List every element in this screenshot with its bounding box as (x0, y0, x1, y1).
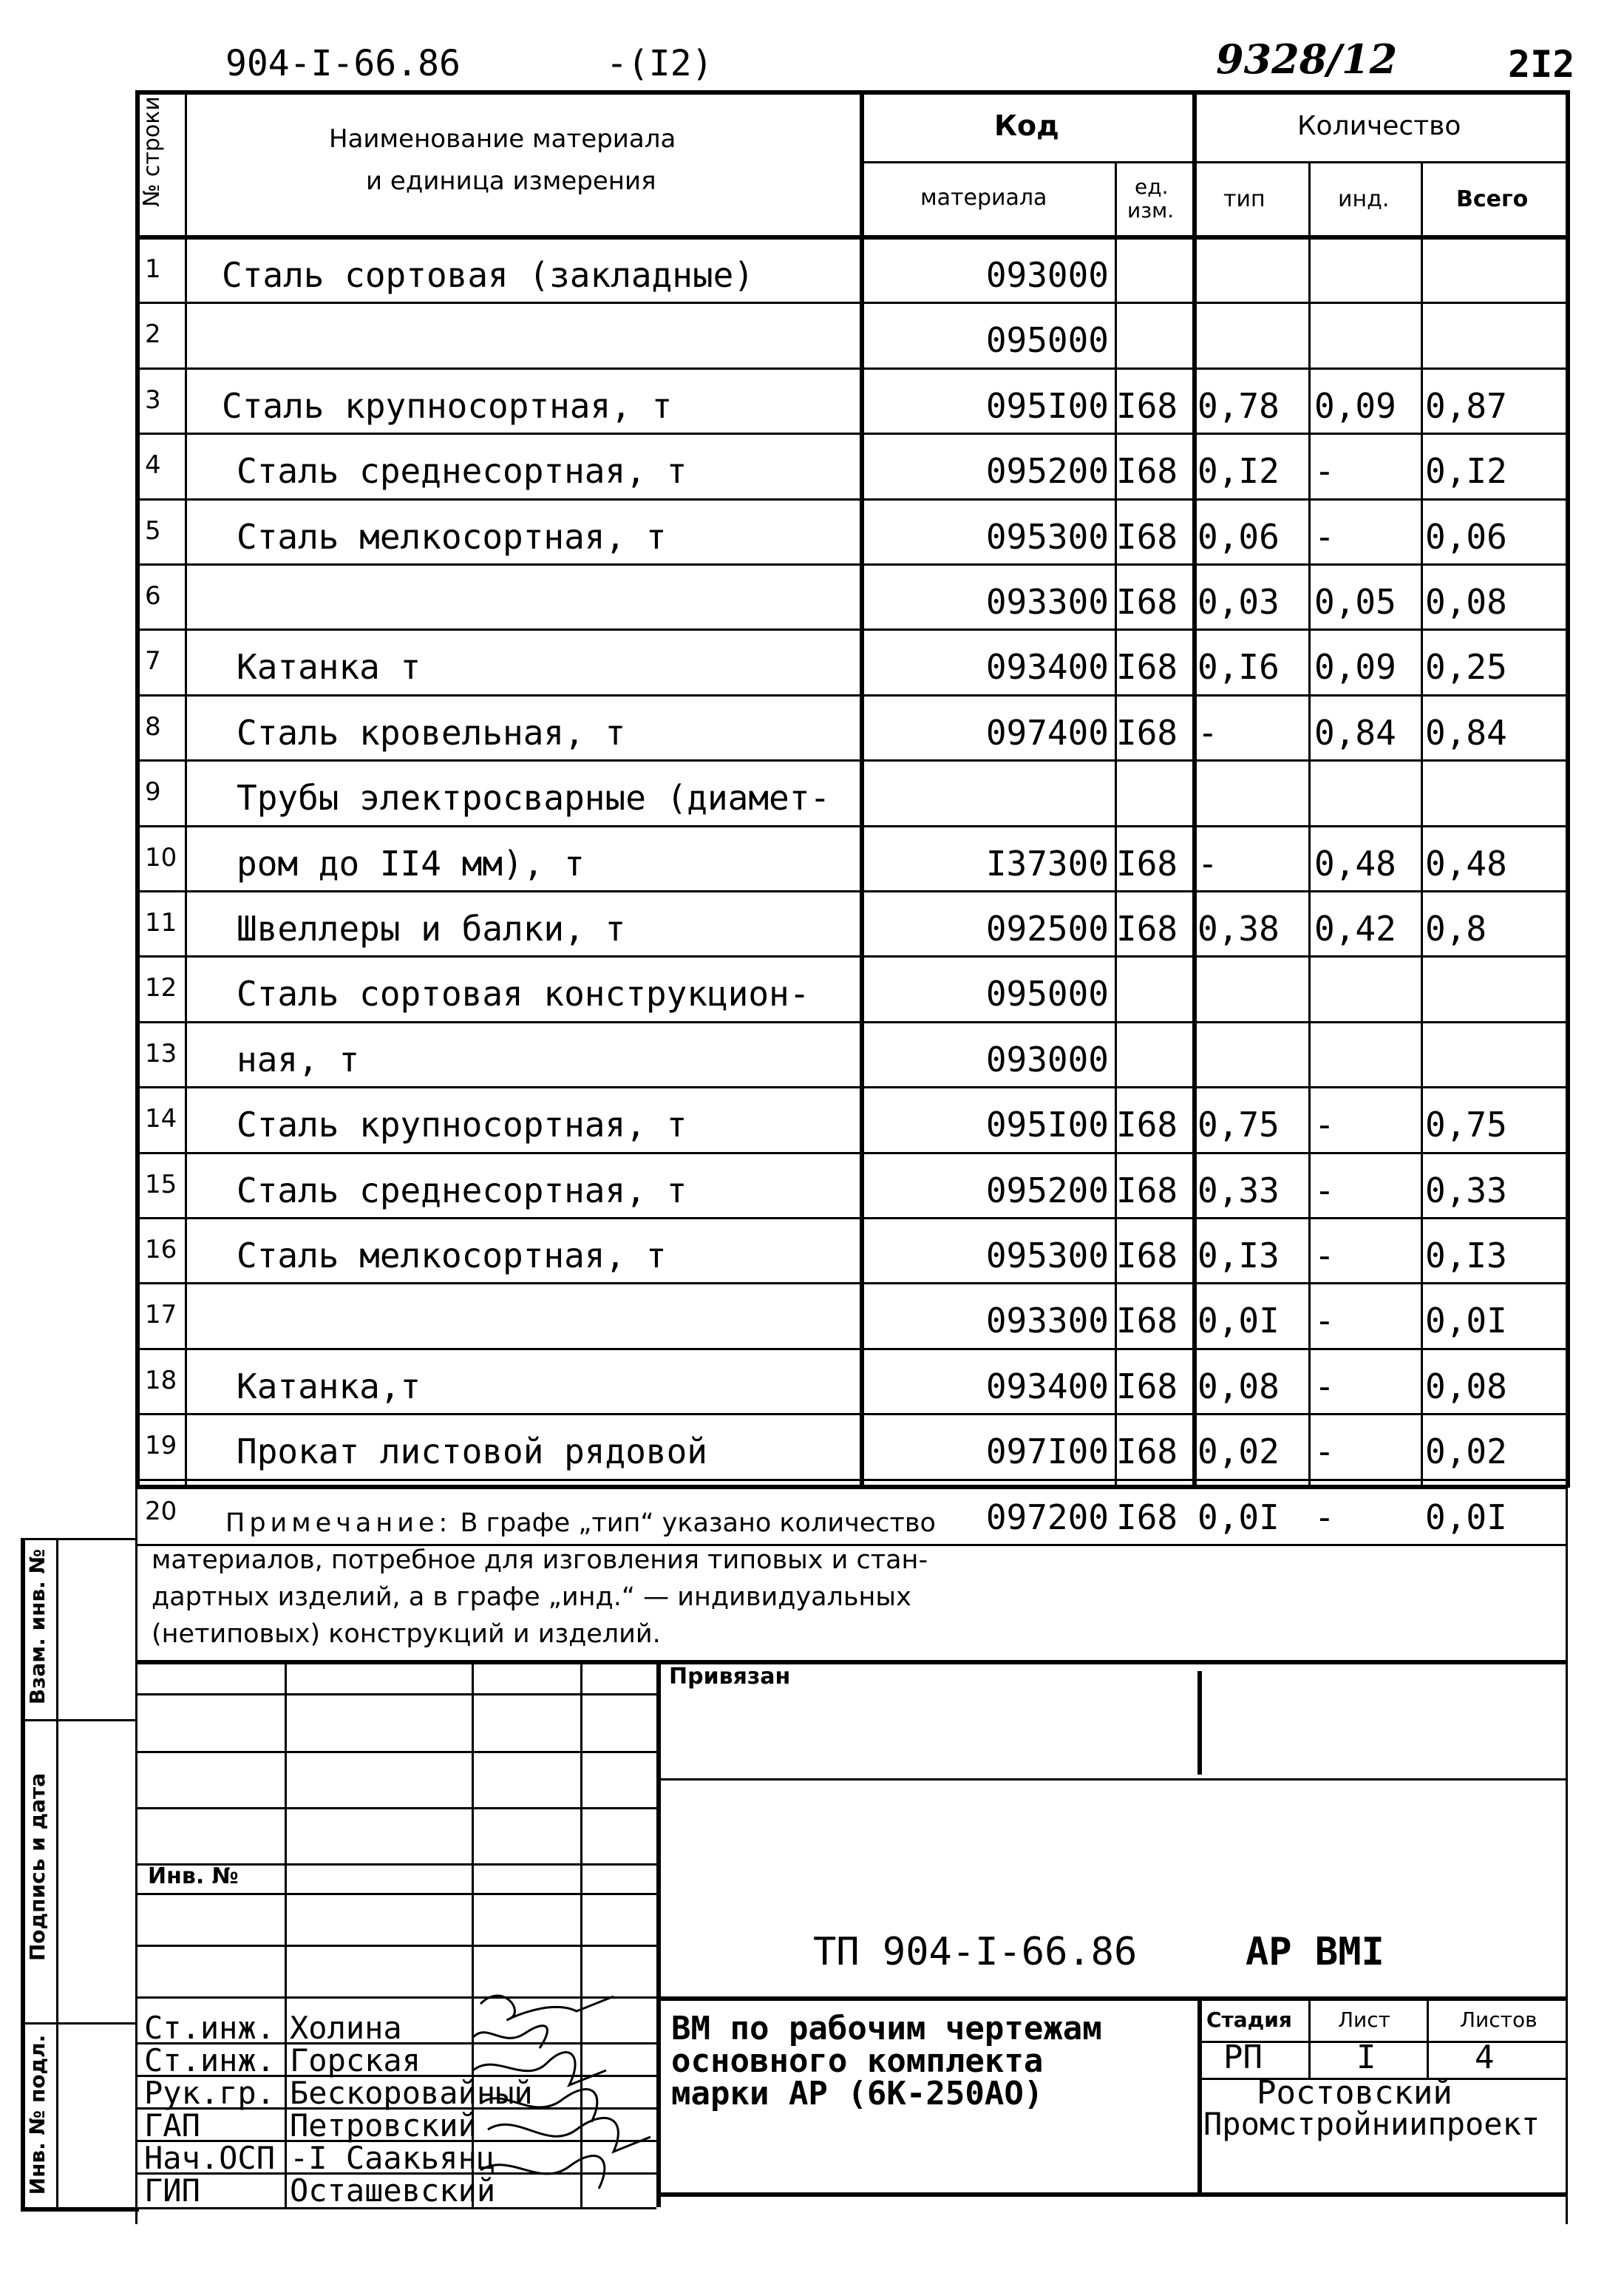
stage-value: РП (1223, 2039, 1263, 2076)
row-divider (135, 367, 1566, 370)
cell-code: 095300 (985, 516, 1109, 557)
note-line4: (нетиповых) конструкций и изделий. (152, 1619, 661, 1649)
row-divider (135, 694, 1566, 697)
cell-ind: 0,48 (1314, 843, 1396, 884)
title-doc-code: ТП 904-I-66.86 (813, 1930, 1138, 1974)
cell-typ: - (1197, 712, 1218, 753)
header-unit-1: ед. (1135, 175, 1169, 199)
staff-name: Горская (290, 2042, 421, 2078)
cell-unit: I68 (1116, 1236, 1178, 1275)
cell-n: 19 (145, 1431, 177, 1461)
cell-name: Сталь среднесортная, т (237, 1170, 687, 1210)
cell-total: 0,I2 (1425, 451, 1507, 492)
cell-unit: I68 (1116, 1170, 1178, 1210)
signatures (458, 1982, 702, 2203)
cell-n: 18 (145, 1365, 177, 1395)
cell-n: 13 (145, 1038, 177, 1068)
cell-code: 097400 (985, 712, 1109, 753)
cell-total: 0,25 (1425, 647, 1507, 688)
cell-code: 095200 (985, 451, 1109, 492)
cell-typ: 0,03 (1197, 582, 1280, 622)
cell-code: 092500 (985, 909, 1109, 949)
cell-ind: - (1314, 451, 1335, 492)
cell-typ: 0,0I (1197, 1301, 1280, 1341)
handwritten-ref: 9328/12 (1216, 35, 1398, 83)
cell-unit: I68 (1116, 1105, 1178, 1145)
doc-title (671, 2010, 1102, 2113)
cell-unit: I68 (1116, 1301, 1178, 1341)
cell-code: 095I00 (985, 1105, 1109, 1145)
cell-n: 17 (145, 1300, 177, 1330)
inv-no-label: Инв. № (148, 1863, 239, 1889)
note-line1: В графе „тип“ указано количество (460, 1508, 936, 1538)
cell-typ: 0,78 (1197, 385, 1280, 426)
cell-unit: I68 (1116, 1366, 1178, 1406)
cell-n: 20 (145, 1496, 177, 1526)
cell-total: 0,75 (1425, 1105, 1507, 1145)
staff-name: Бескоровайный (290, 2075, 533, 2111)
cell-total: 0,0I (1425, 1301, 1507, 1341)
cell-code: 095I00 (985, 385, 1109, 426)
cell-unit: I68 (1116, 582, 1178, 622)
staff-name: Осташевский (290, 2172, 496, 2209)
cell-ind: - (1314, 1497, 1335, 1537)
doc-title-line2: основного комплекта (671, 2042, 1044, 2080)
cell-ind: - (1314, 516, 1335, 557)
cell-total: 0,08 (1425, 1366, 1507, 1406)
cell-name: Трубы электросварные (диамет- (237, 778, 831, 819)
header-total: Всего (1456, 186, 1529, 212)
cell-ind: - (1314, 1366, 1335, 1406)
cell-unit: I68 (1116, 1497, 1178, 1537)
cell-code: 093000 (985, 255, 1109, 295)
header-row-no: № строки (139, 96, 165, 207)
row-divider (135, 759, 1566, 762)
cell-unit: I68 (1116, 516, 1178, 557)
staff-role: Ст.инж. (144, 2010, 276, 2046)
note-line3: дартных изделий, а в графе „инд.“ — индивидуальных (152, 1582, 911, 1612)
row-divider (135, 1021, 1566, 1023)
cell-code: 095000 (985, 320, 1109, 361)
title-mark: АР ВМI (1246, 1930, 1385, 1974)
privyazan-label: Привязан (669, 1664, 791, 1690)
cell-code: 093300 (985, 582, 1109, 622)
cell-n: 5 (145, 515, 161, 546)
doc-title-line3: марки АР (6К-250АО) (671, 2075, 1044, 2113)
cell-name: Сталь мелкосортная, т (237, 516, 667, 557)
page-number: 2I2 (1508, 43, 1575, 86)
row-divider (135, 563, 1566, 566)
cell-n: 8 (145, 711, 161, 742)
row-divider (135, 629, 1566, 631)
cell-ind: - (1314, 1170, 1335, 1210)
cell-n: 7 (145, 646, 161, 677)
doc-code: 904-I-66.86 (225, 43, 461, 84)
cell-code: 095200 (985, 1170, 1109, 1210)
row-divider (135, 825, 1566, 827)
cell-name: Сталь крупносортная, т (237, 1105, 687, 1145)
cell-typ: 0,0I (1197, 1497, 1280, 1537)
staff-role: ГАП (144, 2107, 200, 2144)
org-line2: Промстройниипроект (1203, 2106, 1540, 2142)
row-divider (135, 1479, 1566, 1481)
cell-name: Сталь среднесортная, т (237, 451, 687, 492)
cell-typ: 0,08 (1197, 1366, 1280, 1406)
header-name-line2: и единица измерения (366, 166, 656, 196)
cell-n: 15 (145, 1169, 177, 1199)
stamp-podpis: Подпись и дата (25, 1772, 50, 1962)
sheet-value: I (1356, 2039, 1376, 2076)
staff-role: Нач.ОСП (144, 2140, 276, 2176)
row-divider (135, 498, 1566, 501)
cell-ind: 0,09 (1314, 385, 1396, 426)
cell-typ: 0,33 (1197, 1170, 1280, 1210)
doc-title-line1: ВМ по рабочим чертежам (671, 2010, 1102, 2047)
cell-code: 093000 (985, 1039, 1109, 1080)
note-label: Примечание: (225, 1508, 452, 1538)
row-divider (135, 1348, 1566, 1350)
cell-ind: - (1314, 1236, 1335, 1275)
staff-role: Рук.гр. (144, 2075, 276, 2111)
doc-part: -(I2) (606, 43, 713, 84)
cell-ind: - (1314, 1105, 1335, 1145)
cell-typ: 0,06 (1197, 516, 1280, 557)
header-unit-2: изм. (1127, 198, 1175, 223)
header-name-line1: Наименование материала (329, 124, 676, 154)
note-line2: материалов, потребное для изговления типовых и стан- (152, 1545, 928, 1575)
sheets-value: 4 (1475, 2039, 1495, 2076)
cell-unit: I68 (1116, 451, 1178, 492)
cell-total: 0,08 (1425, 582, 1507, 622)
sheet-label: Лист (1338, 2008, 1390, 2032)
cell-unit: I68 (1116, 647, 1178, 688)
cell-name: ная, т (237, 1039, 360, 1080)
stamp-vzam: Взам. инв. № (25, 1548, 50, 1705)
header-code: Код (994, 109, 1059, 142)
cell-name: Катанка,т (237, 1366, 421, 1406)
cell-ind: - (1314, 1301, 1335, 1341)
row-divider (135, 1282, 1566, 1284)
cell-n: 10 (145, 842, 177, 873)
cell-n: 9 (145, 777, 161, 807)
cell-total: 0,87 (1425, 385, 1507, 426)
row-divider (135, 1086, 1566, 1088)
staff-name: Холина (290, 2010, 402, 2046)
cell-name: Катанка т (237, 647, 421, 688)
cell-name: ром до II4 мм), т (237, 843, 585, 884)
cell-code: 095300 (985, 1236, 1109, 1275)
stage-label: Стадия (1206, 2008, 1292, 2032)
cell-total: 0,84 (1425, 712, 1507, 753)
cell-total: 0,48 (1425, 843, 1507, 884)
cell-total: 0,33 (1425, 1170, 1507, 1210)
cell-name: Прокат листовой рядовой (237, 1432, 707, 1472)
cell-ind: 0,09 (1314, 647, 1396, 688)
cell-total: 0,02 (1425, 1432, 1507, 1472)
cell-code: 093400 (985, 647, 1109, 688)
cell-code: 095000 (985, 974, 1109, 1014)
cell-total: 0,8 (1425, 909, 1487, 949)
cell-name: Сталь мелкосортная, т (237, 1236, 667, 1275)
cell-total: 0,I3 (1425, 1236, 1507, 1275)
cell-code: 093400 (985, 1366, 1109, 1406)
cell-typ: 0,02 (1197, 1432, 1280, 1472)
cell-code: I37300 (985, 843, 1109, 884)
cell-unit: I68 (1116, 712, 1178, 753)
cell-typ: 0,38 (1197, 909, 1280, 949)
cell-n: 6 (145, 581, 161, 611)
cell-typ: - (1197, 843, 1218, 884)
cell-typ: 0,I3 (1197, 1236, 1280, 1275)
cell-ind: 0,84 (1314, 712, 1396, 753)
cell-n: 4 (145, 450, 161, 481)
cell-typ: 0,75 (1197, 1105, 1280, 1145)
cell-name: Сталь сортовая конструкцион- (237, 974, 810, 1014)
cell-total: 0,06 (1425, 516, 1507, 557)
staff-name: -I Саакьянц (290, 2140, 496, 2176)
cell-code: 093300 (985, 1301, 1109, 1341)
cell-n: 1 (145, 254, 161, 284)
cell-total: 0,0I (1425, 1497, 1507, 1537)
cell-unit: I68 (1116, 385, 1178, 426)
cell-unit: I68 (1116, 1432, 1178, 1472)
stamp-inv-podl: Инв. № подл. (25, 2034, 50, 2195)
row-divider (135, 433, 1566, 435)
cell-name: Сталь кровельная, т (237, 712, 626, 753)
header-typ: тип (1223, 186, 1265, 212)
cell-ind: 0,42 (1314, 909, 1396, 949)
org-line1: Ростовский (1257, 2074, 1453, 2112)
sheets-label: Листов (1460, 2008, 1538, 2032)
cell-n: 11 (145, 908, 177, 938)
cell-code: 097200 (985, 1497, 1109, 1537)
cell-unit: I68 (1116, 843, 1178, 884)
cell-n: 14 (145, 1104, 177, 1134)
cell-n: 2 (145, 319, 161, 350)
cell-ind: - (1314, 1432, 1335, 1472)
header-ind: инд. (1338, 186, 1390, 212)
row-divider (135, 1152, 1566, 1154)
cell-ind: 0,05 (1314, 582, 1396, 622)
header-quantity: Количество (1297, 111, 1461, 141)
row-divider (135, 1217, 1566, 1219)
cell-unit: I68 (1116, 909, 1178, 949)
cell-n: 3 (145, 384, 161, 415)
cell-typ: 0,I6 (1197, 647, 1280, 688)
header-material: материала (920, 185, 1047, 211)
cell-code: 097I00 (985, 1432, 1109, 1472)
cell-n: 16 (145, 1235, 177, 1264)
cell-name: Сталь сортовая (закладные) (222, 255, 755, 295)
cell-name: Швеллеры и балки, т (237, 909, 626, 949)
cell-name: Сталь крупносортная, т (222, 385, 673, 426)
staff-role: ГИП (144, 2172, 200, 2209)
staff-name: Петровский (290, 2107, 477, 2144)
row-divider (135, 955, 1566, 958)
row-divider (135, 890, 1566, 892)
staff-role: Ст.инж. (144, 2042, 276, 2078)
cell-n: 12 (145, 973, 177, 1003)
note (152, 1505, 936, 1653)
row-divider (135, 302, 1566, 304)
cell-typ: 0,I2 (1197, 451, 1280, 492)
row-divider (135, 1413, 1566, 1415)
